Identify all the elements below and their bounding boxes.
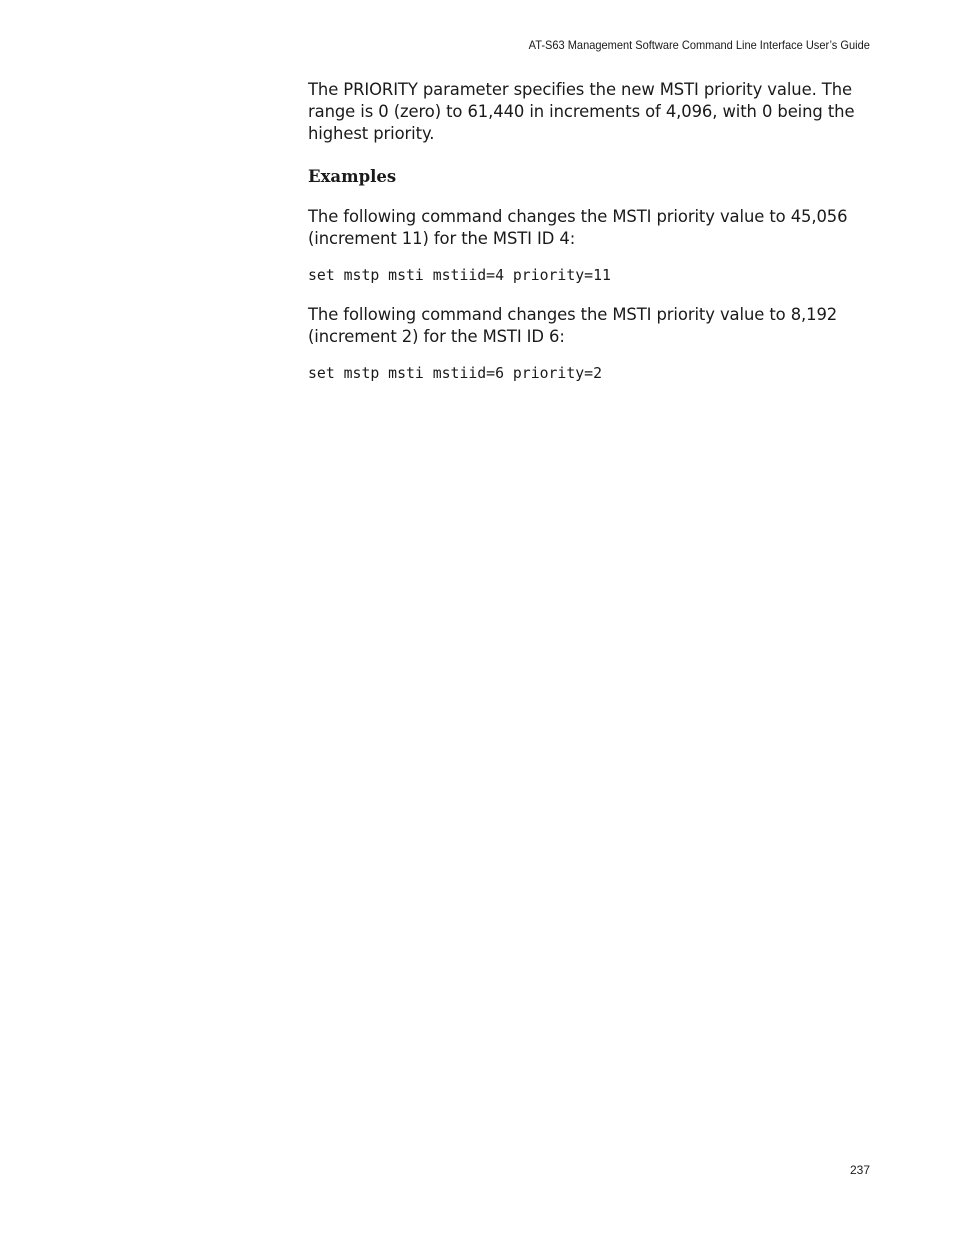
example-1-command: set mstp msti mstiid=4 priority=11 bbox=[308, 267, 611, 284]
running-header: AT-S63 Management Software Command Line Interface User’s Guide bbox=[528, 38, 870, 52]
example-2-command: set mstp msti mstiid=6 priority=2 bbox=[308, 365, 602, 382]
page-number: 237 bbox=[849, 1163, 870, 1177]
example-1-text: The following command changes the MSTI priority value to 45,056 (increment 11) for the MSTI ID 4: bbox=[308, 207, 848, 248]
priority-paragraph: The PRIORITY parameter specifies the new MSTI priority value. The range is 0 (zero) to 61,440 in increments of 4,096, with 0 being the highest priority. bbox=[308, 80, 855, 143]
example-2-text: The following command changes the MSTI priority value to 8,192 (increment 2) for the MSTI ID 6: bbox=[308, 305, 838, 346]
examples-heading: Examples bbox=[308, 167, 397, 186]
page-content bbox=[308, 79, 872, 402]
